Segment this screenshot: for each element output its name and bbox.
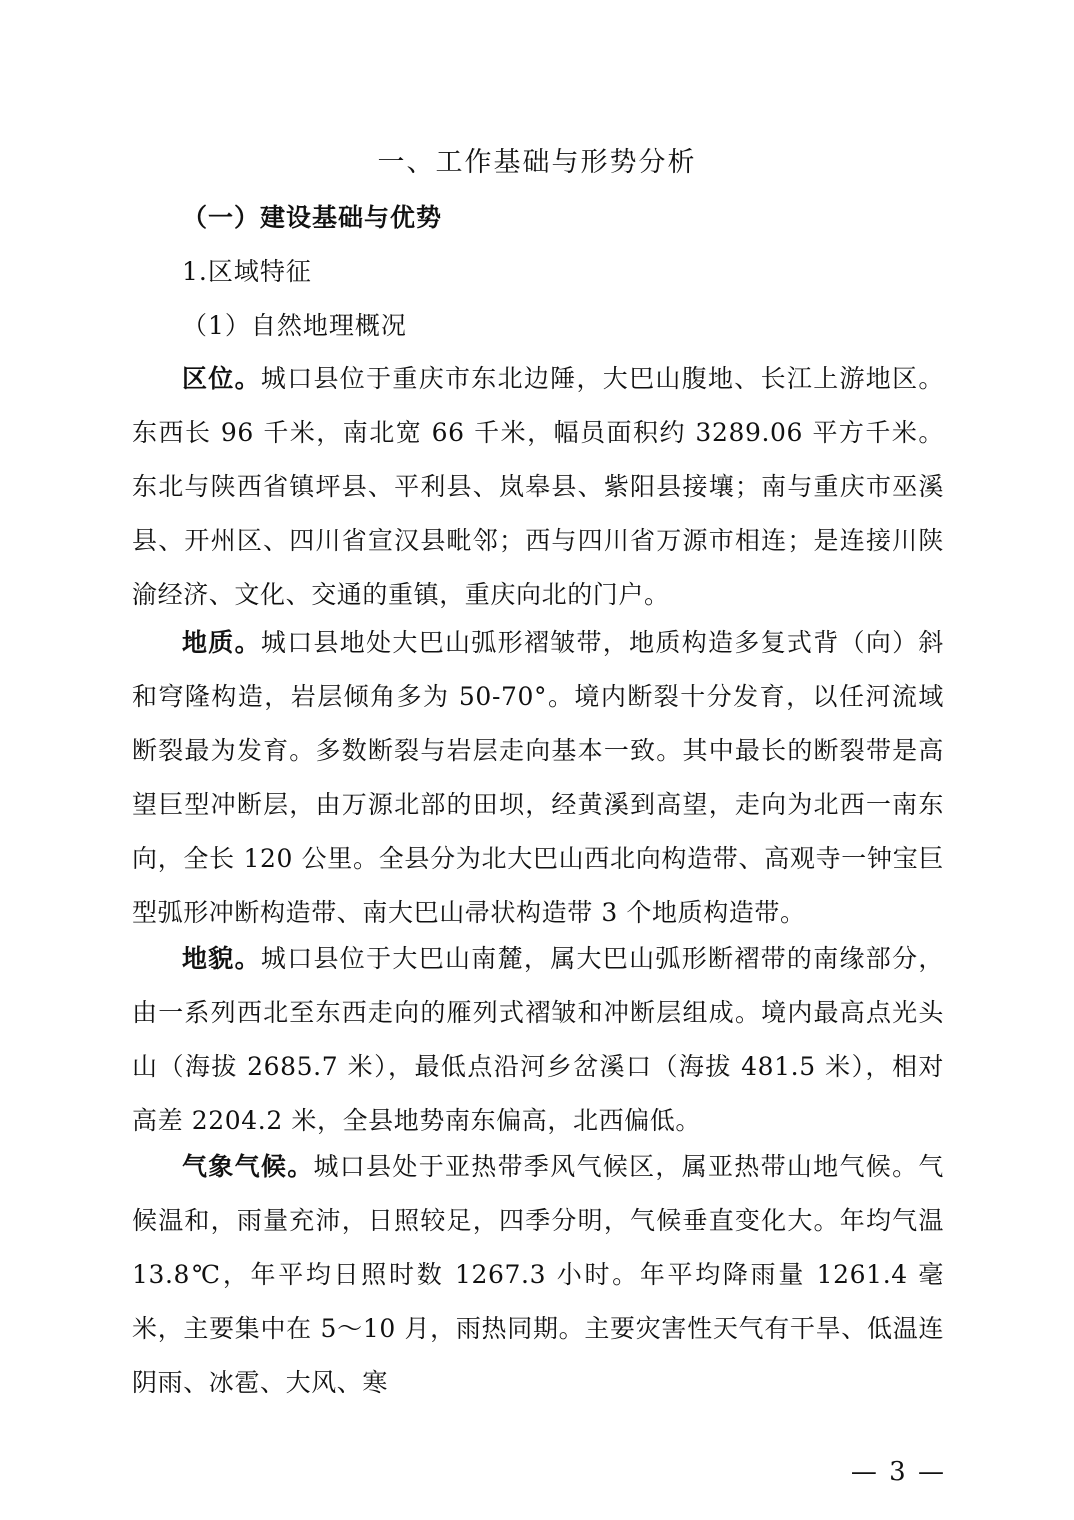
page-number: — 3 —: [850, 1457, 946, 1487]
subsection-heading: （一）建设基础与优势: [182, 203, 443, 232]
paragraph-location: [132, 352, 944, 622]
paragraph-geology: [132, 616, 944, 940]
section-title: 一、工作基础与形势分析: [377, 147, 697, 178]
paragraph-lead: 地貌。: [182, 944, 261, 973]
paragraph-lead: 地质。: [182, 628, 261, 657]
paragraph-body: 城口县处于亚热带季风气候区，属亚热带山地气候。气候温和，雨量充沛，日照较足，四季分明，气候垂直变化大。年均气温 13.8℃，年平均日照时数 1267.3 小时。年平均降雨量 1261.4 毫米，主要集中在 5～10 月，雨热同期。主要灾害性天气有干旱、低温连阴雨、冰雹、大风、寒: [132, 1152, 944, 1397]
paragraph-lead: 气象气候。: [182, 1152, 314, 1181]
item-heading: （1）自然地理概况: [182, 311, 407, 340]
numbered-heading: 1.区域特征: [182, 257, 312, 286]
paragraph-body: 城口县地处大巴山弧形褶皱带，地质构造多复式背（向）斜和穹隆构造，岩层倾角多为 50-70°。境内断裂十分发育，以任河流域断裂最为发育。多数断裂与岩层走向基本一致。其中最长的断裂带是高望巨型冲断层，由万源北部的田坝，经黄溪到高望，走向为北西一南东向，全长 120 公里。全县分为北大巴山西北向构造带、高观寺一钟宝巨型弧形冲断构造带、南大巴山帚状构造带 3 个地质构造带。: [132, 628, 944, 927]
paragraph-body: 城口县位于重庆市东北边陲，大巴山腹地、长江上游地区。东西长 96 千米，南北宽 66 千米，幅员面积约 3289.06 平方千米。东北与陕西省镇坪县、平利县、岚皋县、紫阳县接壤；南与重庆市巫溪县、开州区、四川省宣汉县毗邻；西与四川省万源市相连；是连接川陕渝经济、文化、交通的重镇，重庆向北的门户。: [132, 364, 944, 609]
paragraph-landform: [132, 932, 944, 1148]
paragraph-lead: 区位。: [182, 364, 261, 393]
paragraph-body: 城口县位于大巴山南麓，属大巴山弧形断褶带的南缘部分，由一系列西北至东西走向的雁列式褶皱和冲断层组成。境内最高点光头山（海拔 2685.7 米），最低点沿河乡岔溪口（海拔 481.5 米），相对高差 2204.2 米，全县地势南东偏高，北西偏低。: [132, 944, 944, 1135]
paragraph-climate: [132, 1140, 944, 1410]
